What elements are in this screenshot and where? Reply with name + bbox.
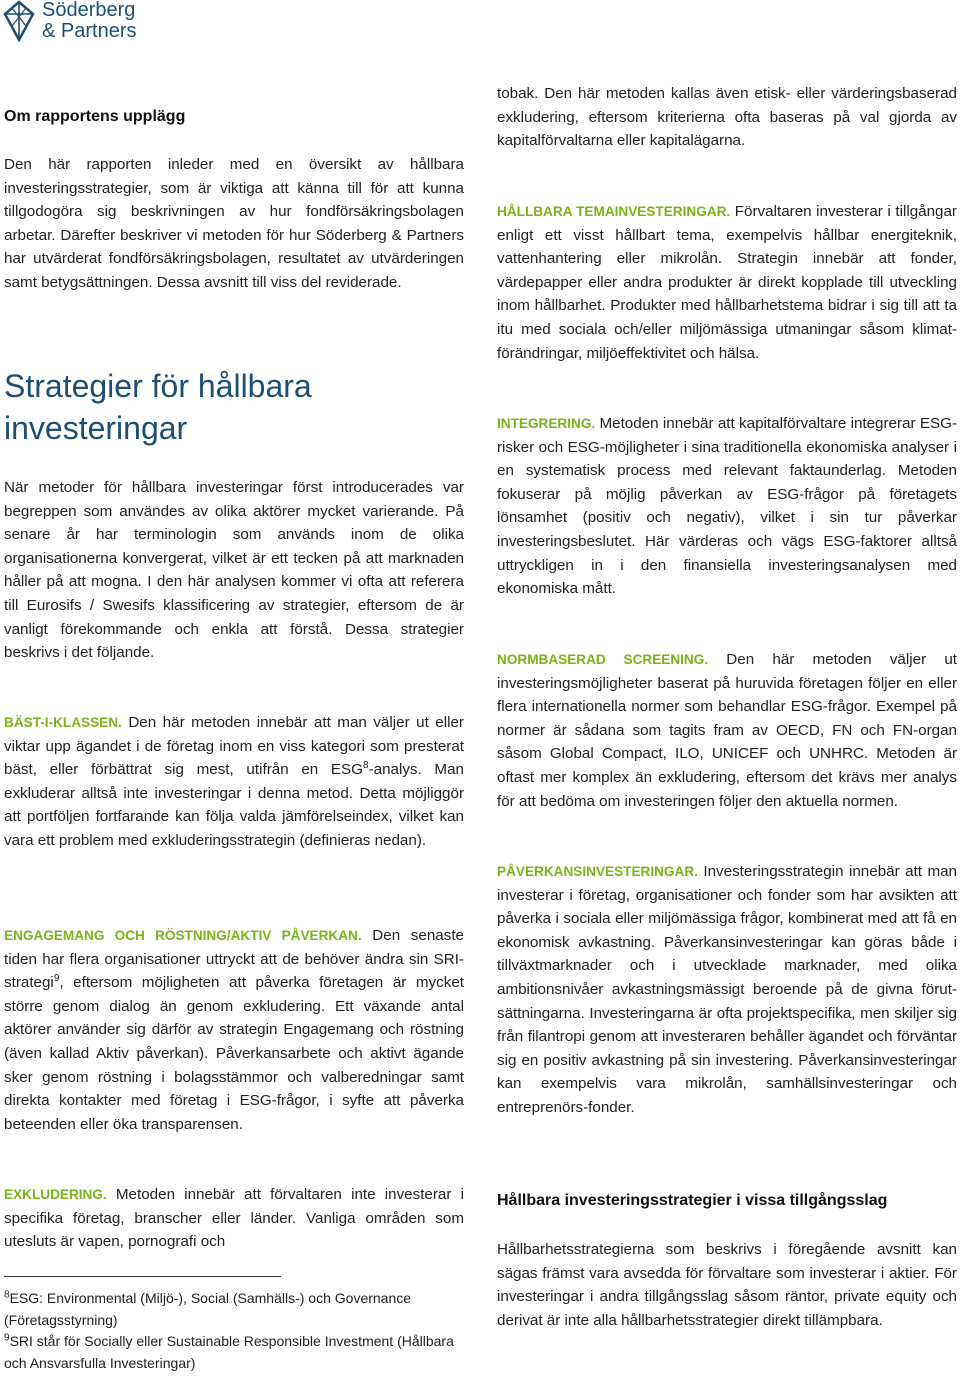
norm-screening-paragraph xyxy=(497,648,957,813)
footnote-9 xyxy=(4,1331,464,1374)
footnote-8 xyxy=(4,1288,464,1331)
strategies-intro-paragraph: När metoder för hållbara investeringar först introducerades var begreppen som användes av olika aktörer mycket varierande. På senare år har terminologin som används inom de olika organisationerna konvergerat, vilket är ett tecken på att marknaden håller på att mogna. I den här analysen kommer vi ofta att referera till Eurosifs / Swesifs klassificering av strategier, eftersom de är vanligt förekommande och enkla att förstå. Dessa strategier beskrivs i det följande. xyxy=(4,479,464,662)
footnote-9-text: SRI står för Socially eller Sustainable Responsible Investment (Hållbara och Ansvarsfulla Investeringar) xyxy=(4,1333,454,1371)
footnote-9-number: 9 xyxy=(4,1332,10,1344)
thematic-paragraph xyxy=(497,200,957,365)
söderberg-partners-logo-icon xyxy=(2,0,36,42)
footnotes xyxy=(4,1288,464,1374)
intro-heading: Om rapportens upplägg xyxy=(4,108,186,125)
exclusion-keyword: EXKLUDERING. xyxy=(4,1187,107,1202)
logo xyxy=(2,0,152,44)
exclusion-text: Metoden innebär att förvaltaren inte investerar i specifika företag, branscher eller länder. Vanliga områden som utesluts är vapen, pornografi och xyxy=(4,1186,464,1251)
section-title-line-2: investeringar xyxy=(4,410,188,446)
logo-line-1: Söderberg xyxy=(42,0,136,21)
impact-investing-paragraph xyxy=(497,860,957,1120)
logo-line-2: & Partners xyxy=(42,20,137,42)
thematic-keyword: HÅLLBARA TEMAINVESTERINGAR. xyxy=(497,204,731,219)
footnote-ref-8: 8 xyxy=(363,760,369,772)
best-in-class-paragraph xyxy=(4,711,464,853)
thematic-text: Förvaltaren investerar i tillgångar enligt ett visst hållbart tema, exempelvis hållbar energiteknik, vattenhantering eller mikrolån. Strategin innebär att fonder, värdepapper eller andra produkter är direkt kopplade till utveckling inom hållbarhet. Produkter med hållbarhetstema bidrar i sig till att ta itu med sociala och/eller miljömässiga utmaningar såsom klimat-förändringar, miljöeffektivitet och hälsa. xyxy=(497,203,957,362)
intro-paragraph: Den här rapporten inleder med en översikt av hållbara investeringsstrategier, som är viktiga att känna till för att kunna tillgodogöra sig beskrivningen av hur fondförsäkringsbolagen arbetar. Därefter beskriver vi metoden för hur Söderberg & Partners har utvärderat fondförsäkringsbolagen, resultatet av utvärderingen samt betygsättningen. Dessa avsnitt till viss del reviderade. xyxy=(4,156,464,291)
footnote-8-number: 8 xyxy=(4,1289,10,1301)
norm-screening-keyword: NORMBASERAD SCREENING. xyxy=(497,652,709,667)
engagement-text-a: Den senaste tiden har flera organisationer uttryckt att de behöver ändra sin SRI-strategi xyxy=(4,927,464,992)
section-title-line-1: Strategier för hållbara xyxy=(4,368,312,404)
footnote-8-text: ESG: Environmental (Miljö-), Social (Samhälls-) och Governance (Företagsstyrning) xyxy=(4,1290,412,1328)
impact-investing-keyword: PÅVERKANSINVESTERINGAR. xyxy=(497,864,698,879)
engagement-keyword: ENGAGEMANG OCH RÖSTNING/AKTIV PÅVERKAN. xyxy=(4,928,362,943)
footnote-ref-9: 9 xyxy=(53,973,60,985)
section-title xyxy=(4,365,464,449)
best-in-class-text-b: -analys. Man exkluderar alltså inte investeringar i denna metod. Detta möjliggör att portföljen fortfarande kan följa valda jämförelseindex, vilket kan vara ett problem med exkluderingsstrategin (definieras nedan). xyxy=(4,761,464,849)
asset-classes-heading: Hållbara investeringsstrategier i vissa tillgångsslag xyxy=(497,1192,888,1209)
integration-paragraph xyxy=(497,412,957,601)
footnote-divider xyxy=(4,1276,281,1277)
norm-screening-text: Den här metoden väljer ut investeringsmöjligheter baserat på huruvida företagen följer en eller flera internationella normer som behandlar ESG-frågor. Exempel på normer är sådana som tagits fram av OECD, FN och FN-organ såsom Global Compact, ILO, UNICEF och UNHRC. Metoden är oftast mer komplex än exkludering, eftersom det krävs mer analys för att bedöma om investeringen följer den aktuella normen. xyxy=(497,651,957,810)
impact-investing-text: Investeringsstrategin innebär att man investerar i företag, organisationer och fonder som har avsikten att påverka i sociala eller miljömässiga frågor, kombinerat med att få en ekonomisk avkastning. Påverkansinvesteringar kan göras både i tillväxtmarknader och i utvecklade marknader, med olika ambitionsnivåer avkastningsmässigt beroende på de givna förut-sättningarna. Investeringarna är ofta projektspecifika, men skiljer sig från filantropi genom att investeraren behåller ägandet och förväntar sig en positiv avkastning på sin investering. Påverkansinvesteringar kan exempelvis vara mikrolån, samhällsinvesteringar och entreprenörs-fonder. xyxy=(497,863,957,1116)
integration-text: Metoden innebär att kapitalförvaltare integrerar ESG-risker och ESG-möjligheter i sina traditionella ekonomiska analyser i en systematisk process med relevant faktaunderlag. Metoden fokuserar på möjlig påverkan av ESG-frågor på företagets lönsamhet (positiv och negativ), vilket i sin tur påverkar investeringsbeslutet. Här värderas och vägs ESG-faktorer alltså uttryckligen in i den finansiella investeringsanalysen med ekonomiska mått. xyxy=(497,415,957,598)
engagement-text-b: , eftersom möjligheten att påverka företagen är mycket större genom dialog än genom exkludering. Ett växande antal aktörer använder sig därför av strategin Engagemang och röstning (även kallad Aktiv påverkan). Påverkansarbete och aktivt ägande sker genom röstning i bolagsstämmor och valberedningar samt direkta kontakter med företag i ESG-frågor, i syfte att påverka beteenden eller öka transparensen. xyxy=(4,974,464,1133)
logo-wordmark xyxy=(42,0,136,42)
best-in-class-keyword: BÄST-I-KLASSEN. xyxy=(4,715,122,730)
asset-classes-paragraph: Hållbarhetsstrategierna som beskrivs i föregående avsnitt kan sägas främst vara avsedda för förvaltare som investerar i aktier. För investeringar i andra tillgångsslag såsom räntor, private equity och derivat är inte alla hållbarhetsstrategier direkt tillämpbara. xyxy=(497,1241,957,1329)
exclusion-paragraph xyxy=(4,1183,464,1254)
integration-keyword: INTEGRERING. xyxy=(497,416,596,431)
engagement-paragraph xyxy=(4,924,464,1136)
exclusion-continued-paragraph: tobak. Den här metoden kallas även etisk- eller värderingsbaserad exkludering, eftersom kriterierna ofta baseras på val gjorda av kapitalförvaltarna eller kapitalägarna. xyxy=(497,85,957,150)
best-in-class-text-a: Den här metoden innebär att man väljer ut eller viktar upp ägandet i de företag inom en viss kategori som presterat bäst, eller förbättrat sig mest, utifrån en ESG xyxy=(4,714,464,779)
